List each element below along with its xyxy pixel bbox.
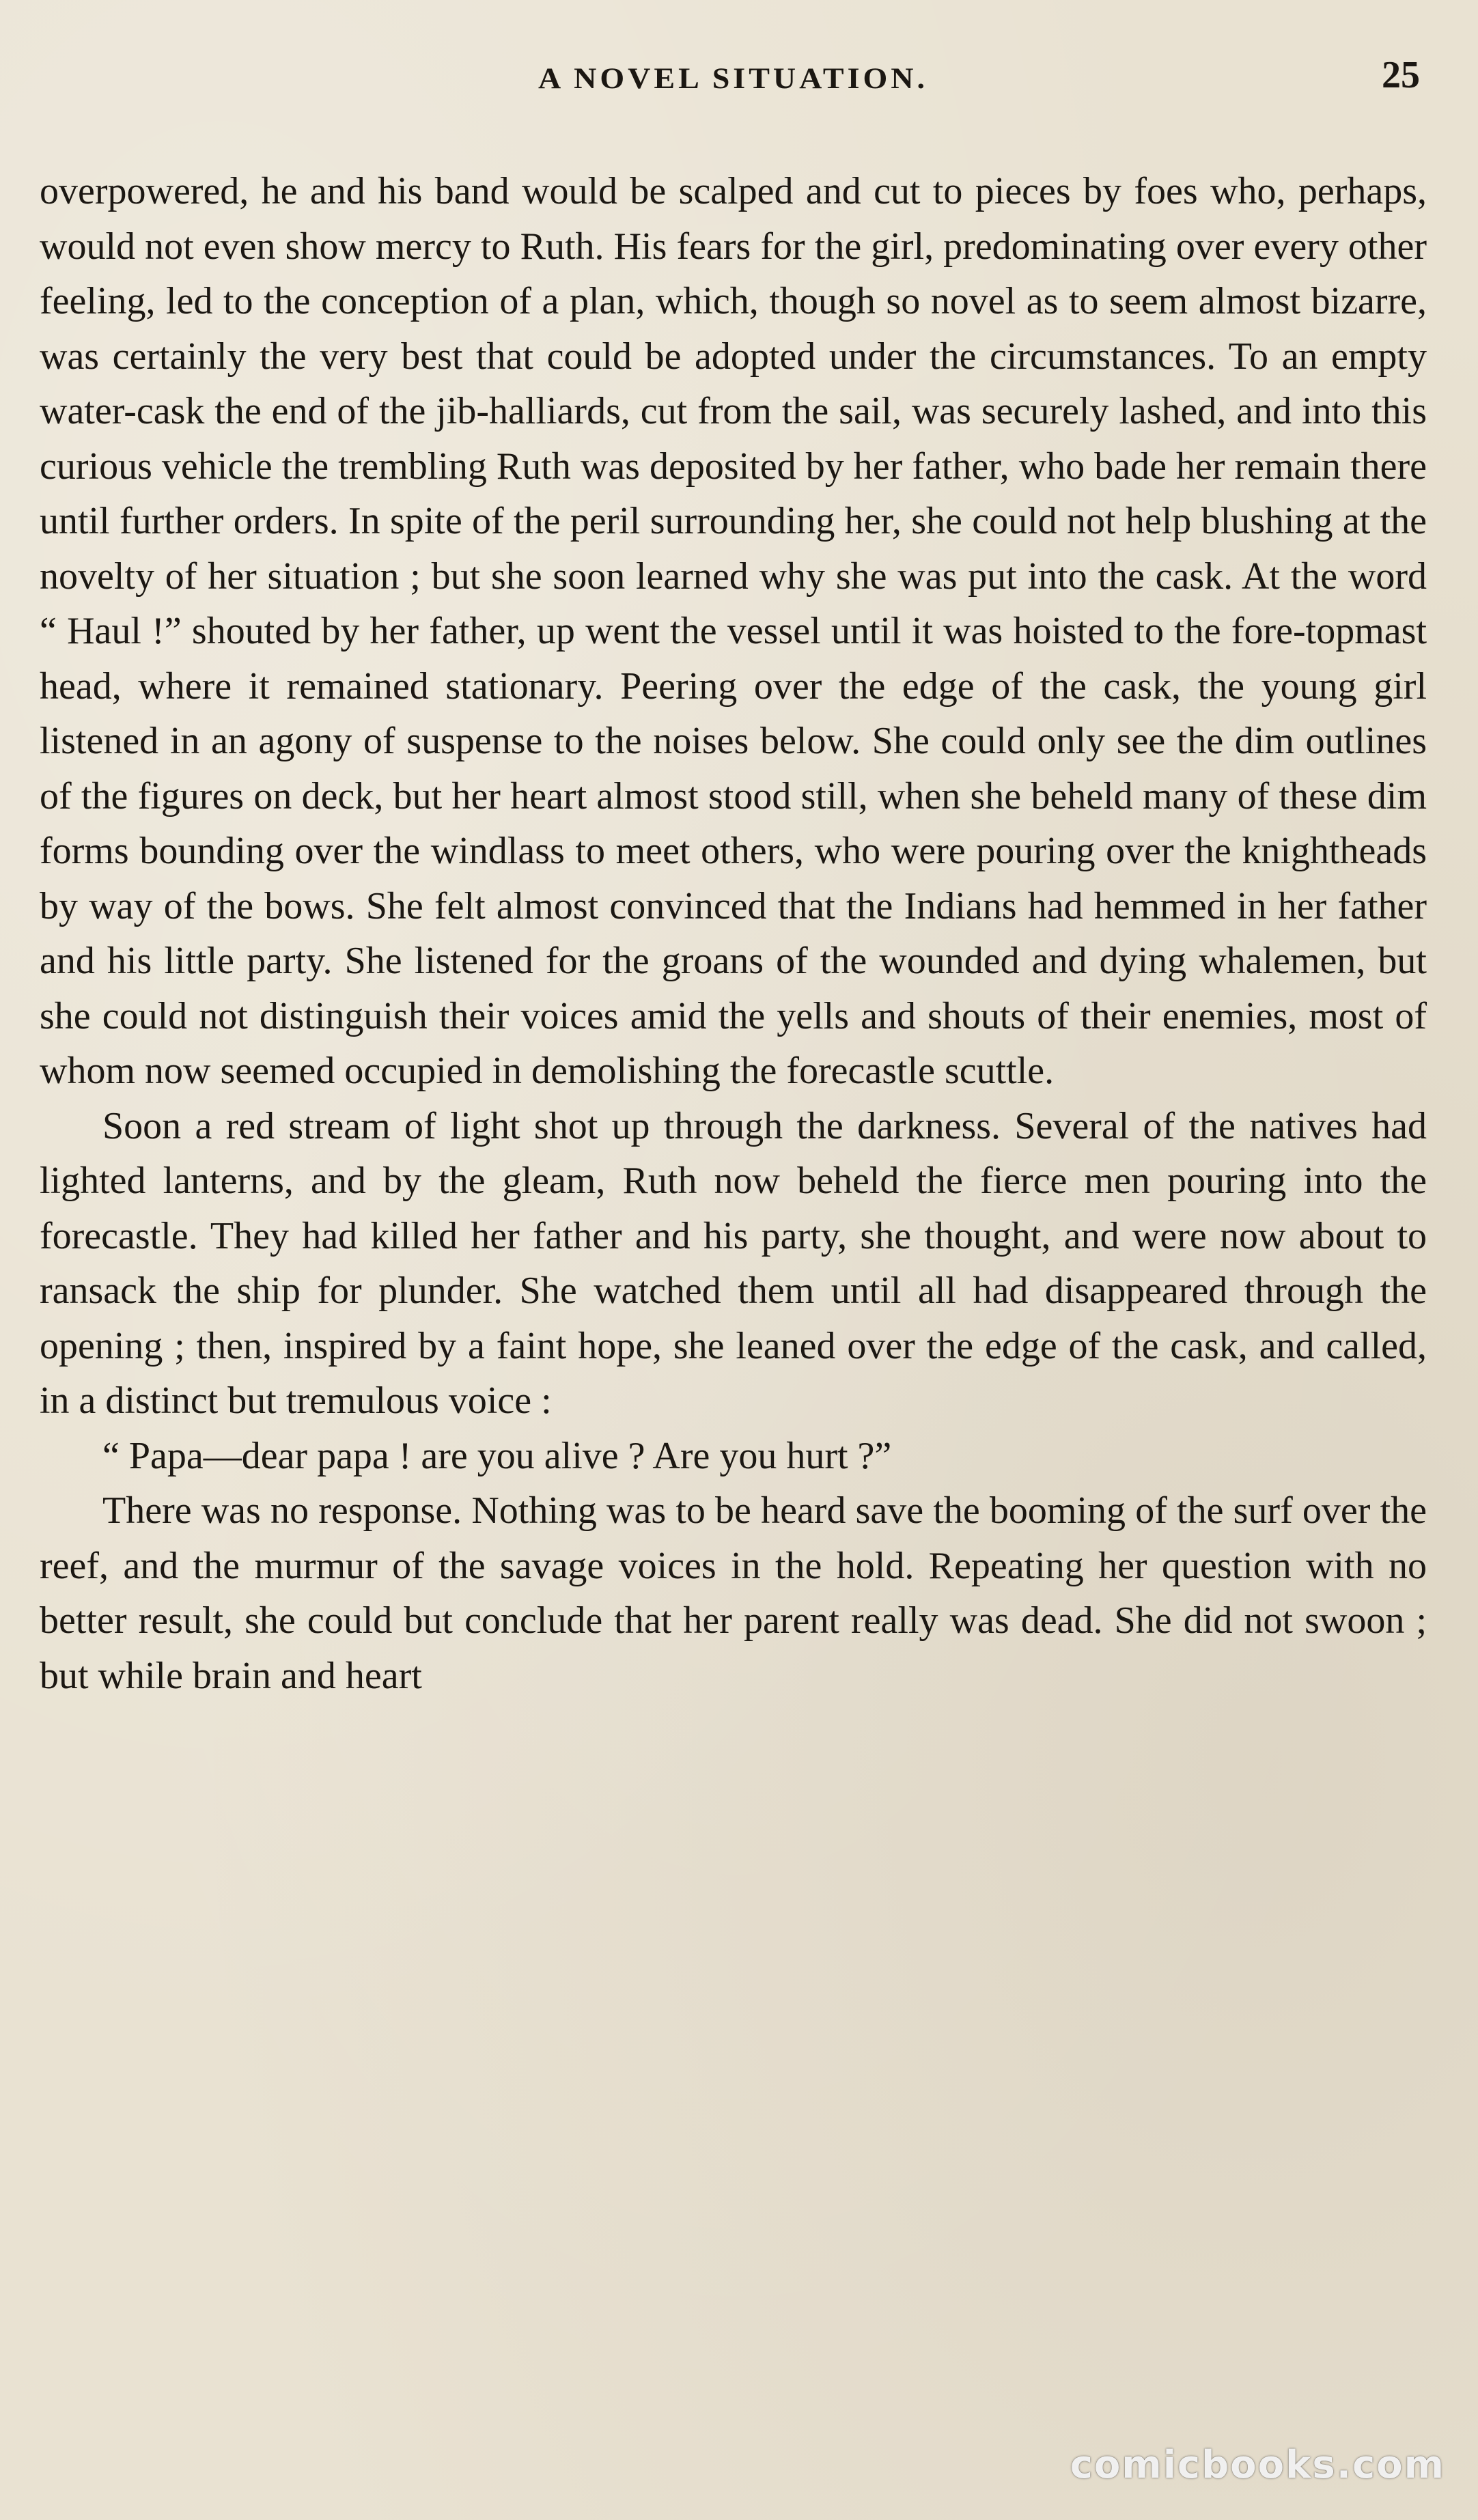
running-head: A NOVEL SITUATION. (538, 61, 928, 95)
body-text (40, 164, 1427, 1703)
paragraph-1: overpowered, he and his band would be scalped and cut to pieces by foes who, perhaps, would not even show mercy to Ruth. His fears for the girl, predominating over every other feeling, led to the conception of a plan, which, though so novel as to seem almost bizarre, was certainly the very best that could be adopted under the circumstances. To an empty water-cask the end of the jib-halliards, cut from the sail, was securely lashed, and into this curious vehicle the trembling Ruth was deposited by her father, who bade her remain there until further orders. In spite of the peril surrounding her, she could not help blushing at the novelty of her situation ; but she soon learned why she was put into the cask. At the word “ Haul !” shouted by her father, up went the vessel until it was hoisted to the fore-topmast head, where it remained stationary. Peering over the edge of the cask, the young girl listened in an agony of suspense to the noises below. She could only see the dim outlines of the figures on deck, but her heart almost stood still, when she beheld many of these dim forms bounding over the windlass to meet others, who were pouring over the knightheads by way of the bows. She felt almost convinced that the Indians had hemmed in her father and his little party. She listened for the groans of the wounded and dying whalemen, but she could not distinguish their voices amid the yells and shouts of their enemies, most of whom now seemed occupied in demolishing the forecastle scuttle. (40, 170, 1427, 1092)
paragraph-2: Soon a red stream of light shot up through the darkness. Several of the natives had lighted lanterns, and by the gleam, Ruth now beheld the fierce men pouring into the forecastle. They had killed her father and his party, she thought, and were now about to ransack the ship for plunder. She watched them until all had disappeared through the opening ; then, inspired by a faint hope, she leaned over the edge of the cask, and called, in a distinct but tremulous voice : (40, 1104, 1427, 1422)
paragraph-3: “ Papa—dear papa ! are you alive ? Are you hurt ?” (102, 1434, 892, 1477)
page-header (40, 54, 1427, 122)
page-number: 25 (1382, 54, 1420, 96)
paragraph-4: There was no response. Nothing was to be heard save the booming of the surf over the reef, and the murmur of the savage voices in the hold. Repeating her question with no better result, she could but conclude that her parent really was dead. She did not swoon ; but while brain and heart (40, 1489, 1427, 1697)
watermark: comicbooks.com (1070, 2443, 1445, 2487)
